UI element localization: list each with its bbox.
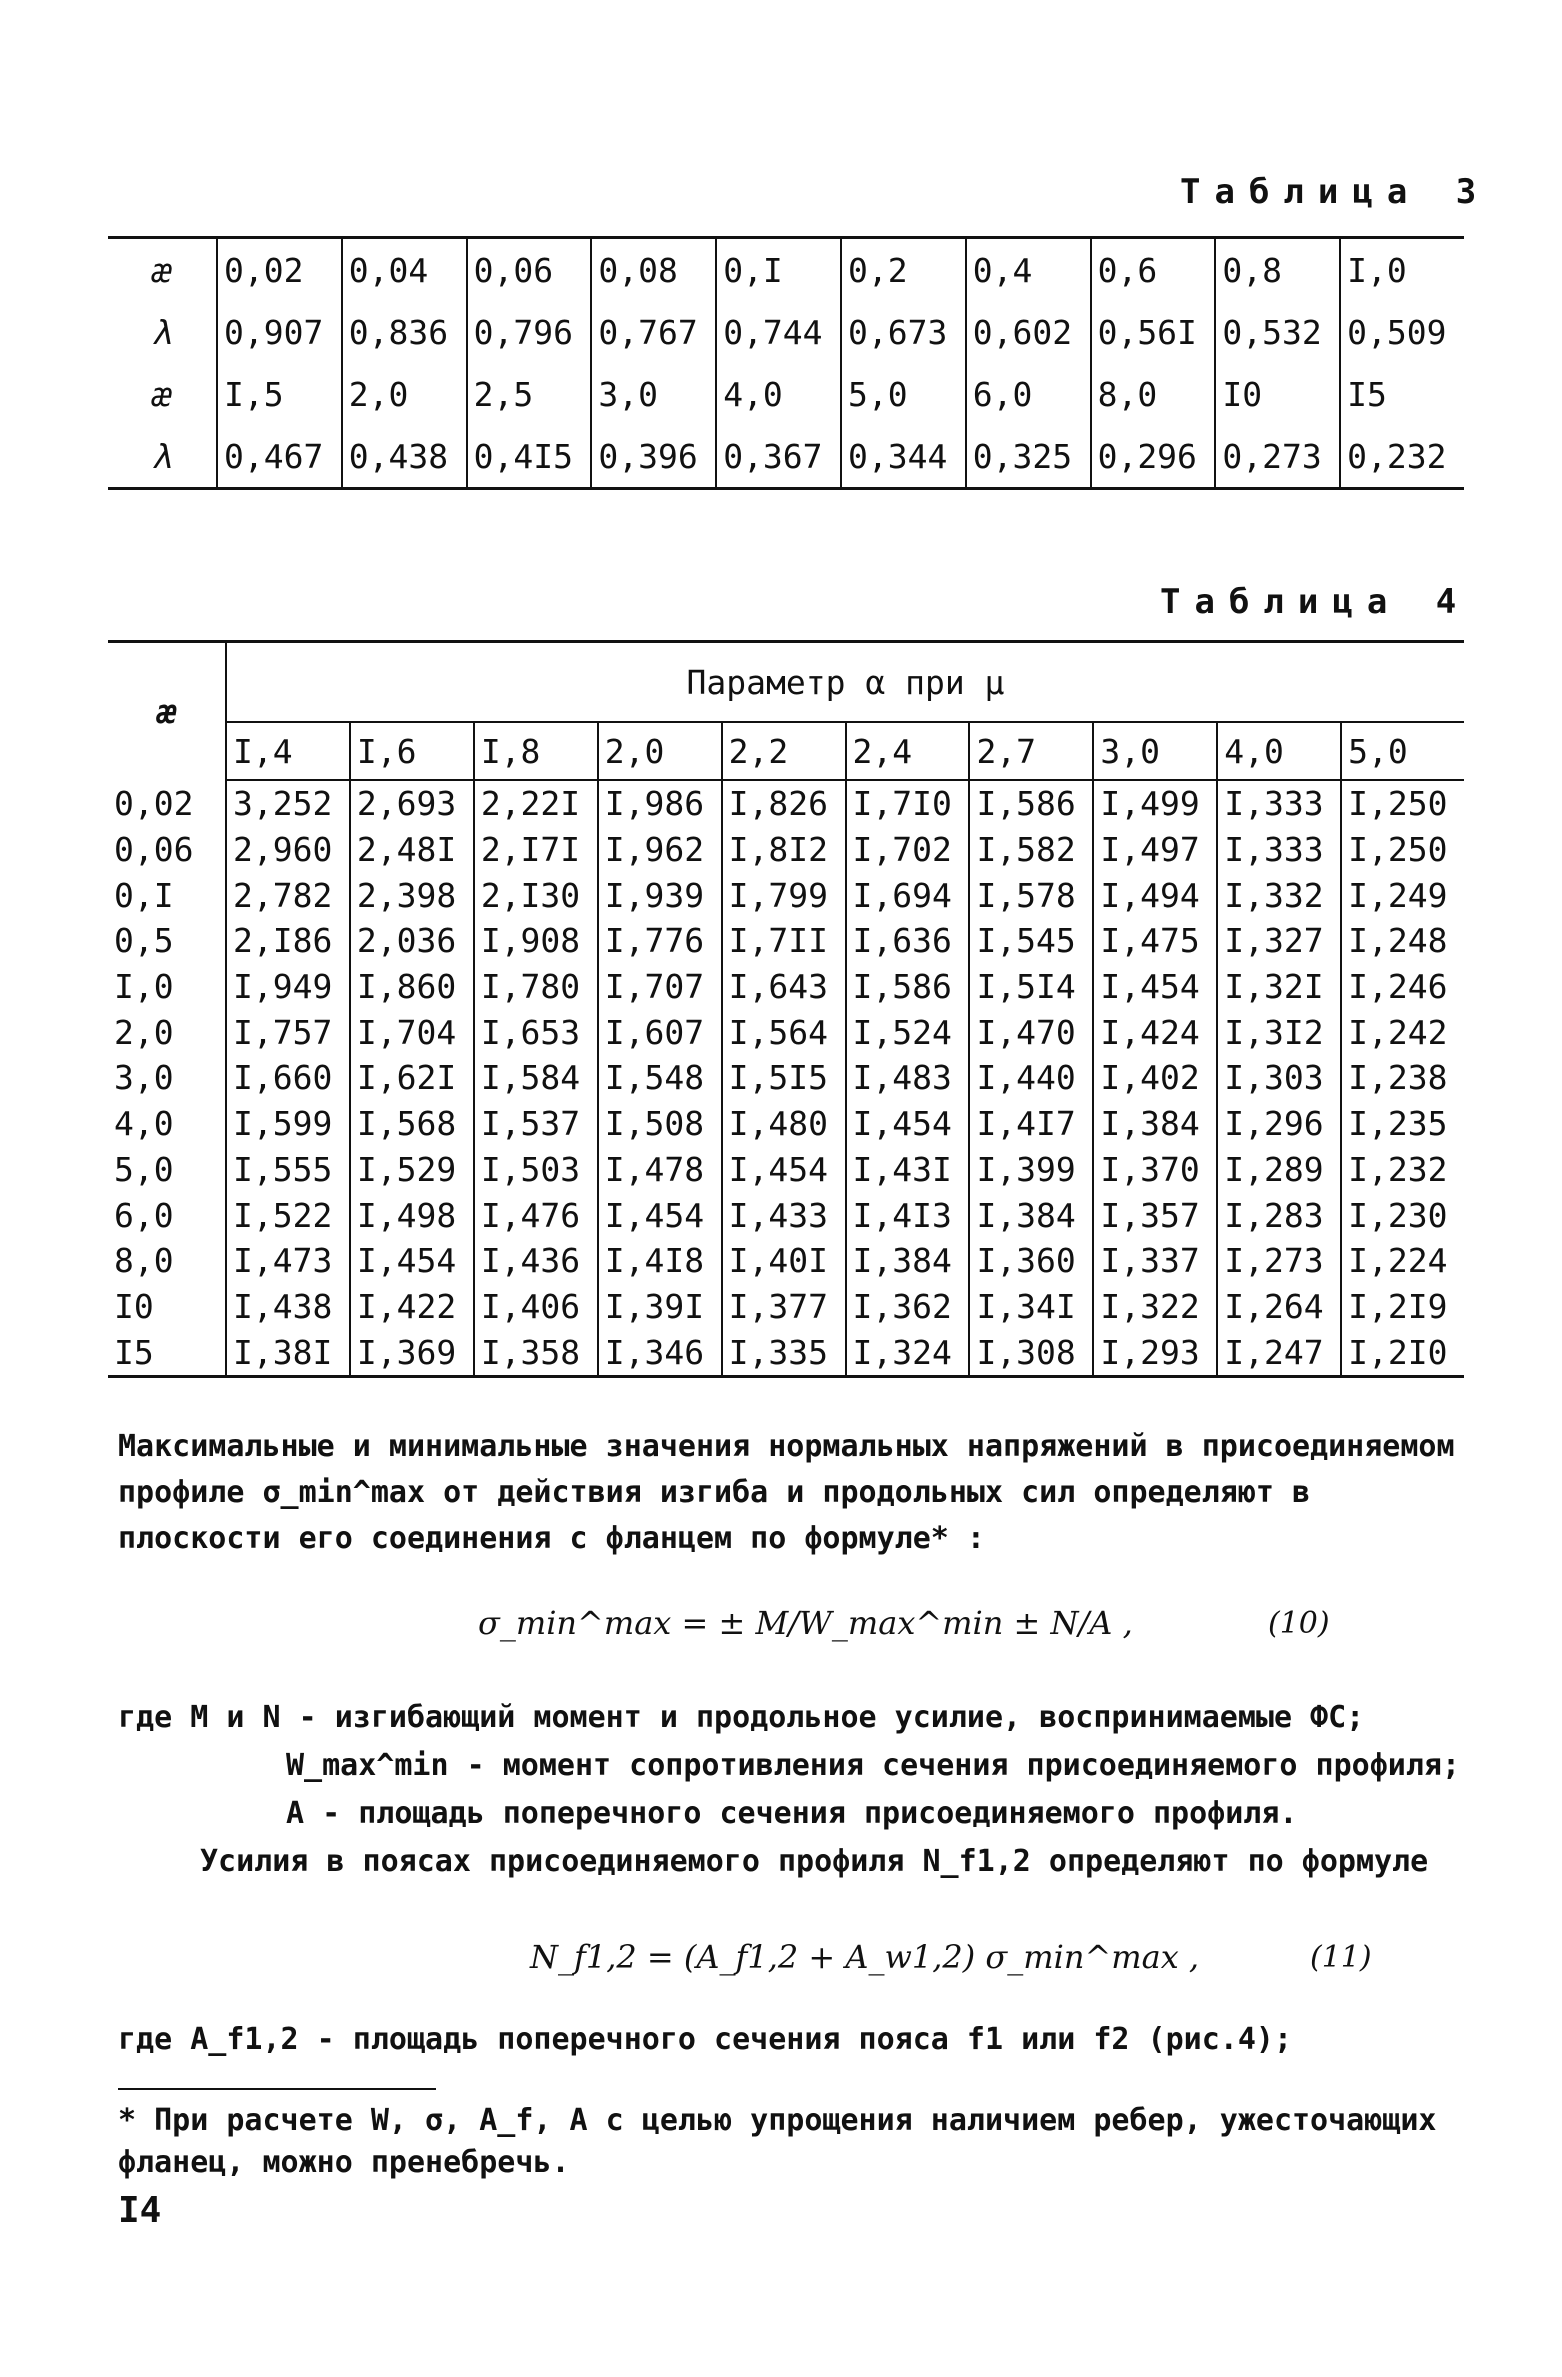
table3-row-symbol: λ — [152, 436, 172, 476]
table4-cell: I,5I5 — [722, 1055, 846, 1101]
table3-cell: 0,396 — [591, 425, 716, 489]
formula-11: N_f1,2 = (A_f1,2 + A_w1,2) σ_min^max , — [530, 1938, 1200, 1976]
table4-cell: 2,782 — [226, 872, 350, 918]
table3-cell: 0,907 — [217, 301, 342, 363]
table4-row-kappa: 8,0 — [114, 1241, 174, 1281]
table4-row-kappa: 2,0 — [114, 1012, 174, 1052]
table4-cell: I,473 — [226, 1238, 350, 1284]
table4-row — [108, 1101, 1464, 1147]
table3-cell: 0,08 — [591, 238, 716, 302]
table4-cell: I,4I8 — [598, 1238, 722, 1284]
table4-row-kappa: I,0 — [114, 967, 174, 1007]
table4-mu-header: I,6 — [350, 722, 474, 780]
table4-cell: I,454 — [598, 1192, 722, 1238]
table3-cell: 0,509 — [1340, 301, 1464, 363]
table4-cell: I,780 — [474, 964, 598, 1010]
table4-mu-header: 5,0 — [1341, 722, 1464, 780]
table4-cell: I,704 — [350, 1009, 474, 1055]
table3-caption: Таблица 3 — [1180, 172, 1491, 212]
table4-mu-header: 2,0 — [598, 722, 722, 780]
table4-row-kappa: 0,02 — [114, 783, 194, 823]
table4-cell: I,433 — [722, 1192, 846, 1238]
table4-cell: I,454 — [1093, 964, 1217, 1010]
table4-cell: I,406 — [474, 1284, 598, 1330]
formula-10: σ_min^max = ± M/W_max^min ± N/A , — [478, 1604, 1133, 1642]
table4-cell: I,497 — [1093, 827, 1217, 873]
table4-cell: 2,960 — [226, 827, 350, 873]
table4-mu-header: I,8 — [474, 722, 598, 780]
table4-cell: I,43I — [846, 1147, 970, 1193]
table4-cell: I,337 — [1093, 1238, 1217, 1284]
table4-row-kappa: I0 — [114, 1286, 154, 1326]
table4-cell: I,357 — [1093, 1192, 1217, 1238]
table4-mu-header: I,4 — [226, 722, 350, 780]
table4-cell: I,273 — [1217, 1238, 1341, 1284]
table4-cell: I,293 — [1093, 1329, 1217, 1376]
table4-cell: I,522 — [226, 1192, 350, 1238]
table4-cell: I,799 — [722, 872, 846, 918]
table4-cell: I,40I — [722, 1238, 846, 1284]
table4-cell: I,377 — [722, 1284, 846, 1330]
table4-cell: I,346 — [598, 1329, 722, 1376]
table3-cell: 0,I — [716, 238, 841, 302]
table3-cell: I5 — [1340, 363, 1464, 425]
table4-cell: I,454 — [722, 1147, 846, 1193]
table4-cell: I,475 — [1093, 918, 1217, 964]
table4-cell: I,757 — [226, 1009, 350, 1055]
footnote: * При расчете W, σ, A_f, A с целью упрощения наличием ребер, ужесточающих фланец, можно пренебречь. — [118, 2103, 1437, 2180]
table4-cell: I,508 — [598, 1101, 722, 1147]
table4-cell: I,498 — [350, 1192, 474, 1238]
table4-cell: 3,252 — [226, 780, 350, 827]
table4-row — [108, 1284, 1464, 1330]
table4-cell: I,476 — [474, 1192, 598, 1238]
table4-row-kappa: 0,I — [114, 875, 174, 915]
table4-cell: I,939 — [598, 872, 722, 918]
table3-row — [108, 238, 1464, 302]
table3-cell: 0,767 — [591, 301, 716, 363]
where-w: W_max^min - момент сопротивления сечения присоединяемого профиля; — [286, 1748, 1460, 1783]
table4-cell: I,242 — [1341, 1009, 1464, 1055]
table4-mu-header: 2,4 — [846, 722, 970, 780]
table3-cell: I,5 — [217, 363, 342, 425]
table4-cell: I,402 — [1093, 1055, 1217, 1101]
table3-cell: 2,0 — [342, 363, 467, 425]
table3-row-symbol: æ — [152, 374, 172, 414]
table4 — [108, 640, 1464, 1378]
table3-cell: 0,532 — [1215, 301, 1340, 363]
table4-cell: I,8I2 — [722, 827, 846, 873]
table4-cell: I,694 — [846, 872, 970, 918]
table4-cell: I,322 — [1093, 1284, 1217, 1330]
table3-cell: 0,2 — [841, 238, 966, 302]
table3-cell: 4,0 — [716, 363, 841, 425]
table4-cell: I,529 — [350, 1147, 474, 1193]
table4-cell: I,860 — [350, 964, 474, 1010]
table4-row — [108, 1192, 1464, 1238]
table4-cell: I,39I — [598, 1284, 722, 1330]
table3-cell: I0 — [1215, 363, 1340, 425]
table3-cell: 0,232 — [1340, 425, 1464, 489]
table4-cell: I,503 — [474, 1147, 598, 1193]
table4-cell: I,224 — [1341, 1238, 1464, 1284]
table3-cell: 0,02 — [217, 238, 342, 302]
table4-cell: I,962 — [598, 827, 722, 873]
table3-cell: 0,836 — [342, 301, 467, 363]
table4-cell: I,582 — [969, 827, 1093, 873]
table4-cell: I,249 — [1341, 872, 1464, 918]
table3-cell: 0,325 — [966, 425, 1091, 489]
where-a: A - площадь поперечного сечения присоединяемого профиля. — [286, 1796, 1298, 1831]
table4-cell: I,436 — [474, 1238, 598, 1284]
table3-cell: 0,744 — [716, 301, 841, 363]
table3-cell: 2,5 — [467, 363, 592, 425]
table4-mu-header: 2,7 — [969, 722, 1093, 780]
table4-cell: I,232 — [1341, 1147, 1464, 1193]
table4-cell: I,537 — [474, 1101, 598, 1147]
table4-cell: I,283 — [1217, 1192, 1341, 1238]
table4-cell: I,480 — [722, 1101, 846, 1147]
footnote-rule — [118, 2088, 436, 2090]
table3-cell: 8,0 — [1091, 363, 1216, 425]
table4-cell: 2,I7I — [474, 827, 598, 873]
table4-cell: I,5I4 — [969, 964, 1093, 1010]
table3-row — [108, 363, 1464, 425]
table4-cell: I,4I7 — [969, 1101, 1093, 1147]
table4-cell: I,545 — [969, 918, 1093, 964]
table3-cell: 0,06 — [467, 238, 592, 302]
table4-cell: I,333 — [1217, 827, 1341, 873]
table4-param-header: Параметр α при μ — [226, 642, 1464, 723]
table4-cell: I,248 — [1341, 918, 1464, 964]
table4-cell: I,308 — [969, 1329, 1093, 1376]
table4-cell: I,289 — [1217, 1147, 1341, 1193]
table4-cell: I,949 — [226, 964, 350, 1010]
table4-row-kappa: 3,0 — [114, 1058, 174, 1098]
table4-cell: I,586 — [969, 780, 1093, 827]
where-m-n: где M и N - изгибающий момент и продольное усилие, воспринимаемые ФС; — [118, 1700, 1365, 1735]
table4-cell: 2,036 — [350, 918, 474, 964]
equation-number-10: (10) — [1268, 1606, 1330, 1641]
table4-cell: 2,I30 — [474, 872, 598, 918]
table4-cell: I,247 — [1217, 1329, 1341, 1376]
table4-cell: I,586 — [846, 964, 970, 1010]
table3-row-symbol: æ — [152, 250, 172, 290]
table3-cell: 3,0 — [591, 363, 716, 425]
table4-row-kappa: 6,0 — [114, 1195, 174, 1235]
table4-cell: I,230 — [1341, 1192, 1464, 1238]
table3-cell: 0,273 — [1215, 425, 1340, 489]
table4-corner: æ — [156, 692, 177, 731]
table4-cell: I,826 — [722, 780, 846, 827]
table4-cell: I,235 — [1341, 1101, 1464, 1147]
table4-cell: I,607 — [598, 1009, 722, 1055]
table3-cell: 5,0 — [841, 363, 966, 425]
table4-cell: I,555 — [226, 1147, 350, 1193]
table4-cell: I,908 — [474, 918, 598, 964]
table4-cell: I,653 — [474, 1009, 598, 1055]
table3 — [108, 236, 1464, 490]
paragraph-max-min-stress: Максимальные и минимальные значения нормальных напряжений в присоединяемом профиле σ_min^max от действия изгиба и продольных сил определяют в плоскости его соединения с фланцем по формуле* : — [118, 1429, 1455, 1556]
table4-cell: I,3I2 — [1217, 1009, 1341, 1055]
table4-cell: I,7I0 — [846, 780, 970, 827]
table4-cell: I,599 — [226, 1101, 350, 1147]
table3-cell: 0,602 — [966, 301, 1091, 363]
table4-cell: I,636 — [846, 918, 970, 964]
table4-cell: I,4I3 — [846, 1192, 970, 1238]
table4-row-kappa: I5 — [114, 1332, 154, 1372]
table4-row — [108, 1329, 1464, 1376]
table3-cell: I,0 — [1340, 238, 1464, 302]
table4-cell: I,578 — [969, 872, 1093, 918]
table3-cell: 6,0 — [966, 363, 1091, 425]
table3-cell: 0,796 — [467, 301, 592, 363]
paragraph-flange-forces: Усилия в поясах присоединяемого профиля N_f1,2 определяют по формуле — [200, 1844, 1429, 1879]
table4-row — [108, 872, 1464, 918]
table4-cell: I,707 — [598, 964, 722, 1010]
table3-cell: 0,56I — [1091, 301, 1216, 363]
table4-row-kappa: 0,06 — [114, 830, 194, 870]
table4-cell: 2,398 — [350, 872, 474, 918]
table4-cell: I,32I — [1217, 964, 1341, 1010]
table3-cell: 0,438 — [342, 425, 467, 489]
table4-cell: I,324 — [846, 1329, 970, 1376]
table4-cell: I,327 — [1217, 918, 1341, 964]
table4-cell: I,478 — [598, 1147, 722, 1193]
table4-cell: 2,48I — [350, 827, 474, 873]
table4-cell: I,643 — [722, 964, 846, 1010]
table4-row — [108, 827, 1464, 873]
table4-cell: I,335 — [722, 1329, 846, 1376]
table4-cell: I,440 — [969, 1055, 1093, 1101]
table4-row — [108, 1147, 1464, 1193]
table4-mu-header: 3,0 — [1093, 722, 1217, 780]
table3-cell: 0,4I5 — [467, 425, 592, 489]
table4-cell: I,246 — [1341, 964, 1464, 1010]
table4-cell: I,568 — [350, 1101, 474, 1147]
table4-cell: 2,I86 — [226, 918, 350, 964]
table4-row — [108, 1055, 1464, 1101]
table4-cell: I,38I — [226, 1329, 350, 1376]
table4-cell: I,7II — [722, 918, 846, 964]
table4-cell: I,264 — [1217, 1284, 1341, 1330]
table4-cell: I,62I — [350, 1055, 474, 1101]
table4-caption: Таблица 4 — [1160, 582, 1471, 622]
table3-cell: 0,673 — [841, 301, 966, 363]
table4-cell: I,702 — [846, 827, 970, 873]
table4-mu-header: 4,0 — [1217, 722, 1341, 780]
equation-number-11: (11) — [1310, 1940, 1372, 1975]
table4-cell: I,470 — [969, 1009, 1093, 1055]
table3-cell: 0,367 — [716, 425, 841, 489]
table4-cell: I,422 — [350, 1284, 474, 1330]
table3-cell: 0,8 — [1215, 238, 1340, 302]
table4-cell: I,238 — [1341, 1055, 1464, 1101]
table4-cell: I,34I — [969, 1284, 1093, 1330]
table4-cell: I,303 — [1217, 1055, 1341, 1101]
table4-cell: I,438 — [226, 1284, 350, 1330]
table4-cell: I,660 — [226, 1055, 350, 1101]
table4-cell: I,360 — [969, 1238, 1093, 1284]
table4-cell: I,524 — [846, 1009, 970, 1055]
table4-cell: I,584 — [474, 1055, 598, 1101]
table4-row-kappa: 5,0 — [114, 1149, 174, 1189]
table4-cell: I,358 — [474, 1329, 598, 1376]
table4-cell: I,250 — [1341, 780, 1464, 827]
table4-cell: I,494 — [1093, 872, 1217, 918]
table4-cell: I,2I0 — [1341, 1329, 1464, 1376]
table4-cell: I,250 — [1341, 827, 1464, 873]
table4-row — [108, 1009, 1464, 1055]
table4-cell: I,399 — [969, 1147, 1093, 1193]
table4-row — [108, 1238, 1464, 1284]
table4-cell: I,333 — [1217, 780, 1341, 827]
table4-row — [108, 964, 1464, 1010]
table3-row — [108, 425, 1464, 489]
table4-cell: I,454 — [350, 1238, 474, 1284]
table4-cell: I,483 — [846, 1055, 970, 1101]
table4-row-kappa: 4,0 — [114, 1104, 174, 1144]
table4-cell: I,776 — [598, 918, 722, 964]
table4-cell: I,499 — [1093, 780, 1217, 827]
table4-cell: I,384 — [846, 1238, 970, 1284]
table3-cell: 0,344 — [841, 425, 966, 489]
table4-cell: I,986 — [598, 780, 722, 827]
table3-row-symbol: λ — [152, 312, 172, 352]
table3-row — [108, 301, 1464, 363]
table3-cell: 0,4 — [966, 238, 1091, 302]
table4-cell: I,384 — [1093, 1101, 1217, 1147]
table4-cell: I,384 — [969, 1192, 1093, 1238]
table3-cell: 0,296 — [1091, 425, 1216, 489]
table4-cell: I,548 — [598, 1055, 722, 1101]
table4-row — [108, 780, 1464, 827]
table4-cell: I,362 — [846, 1284, 970, 1330]
table4-cell: I,370 — [1093, 1147, 1217, 1193]
table4-mu-header: 2,2 — [722, 722, 846, 780]
table4-cell: I,424 — [1093, 1009, 1217, 1055]
table4-cell: I,296 — [1217, 1101, 1341, 1147]
table4-row — [108, 918, 1464, 964]
table4-cell: 2,22I — [474, 780, 598, 827]
table4-cell: 2,693 — [350, 780, 474, 827]
page-number: I4 — [118, 2190, 162, 2231]
table4-cell: I,564 — [722, 1009, 846, 1055]
table4-row-kappa: 0,5 — [114, 921, 174, 961]
table4-cell: I,369 — [350, 1329, 474, 1376]
table4-cell: I,2I9 — [1341, 1284, 1464, 1330]
table3-cell: 0,467 — [217, 425, 342, 489]
where-af: где A_f1,2 - площадь поперечного сечения пояса f1 или f2 (рис.4); — [118, 2022, 1292, 2057]
table4-cell: I,332 — [1217, 872, 1341, 918]
table3-cell: 0,04 — [342, 238, 467, 302]
table3-cell: 0,6 — [1091, 238, 1216, 302]
table4-cell: I,454 — [846, 1101, 970, 1147]
